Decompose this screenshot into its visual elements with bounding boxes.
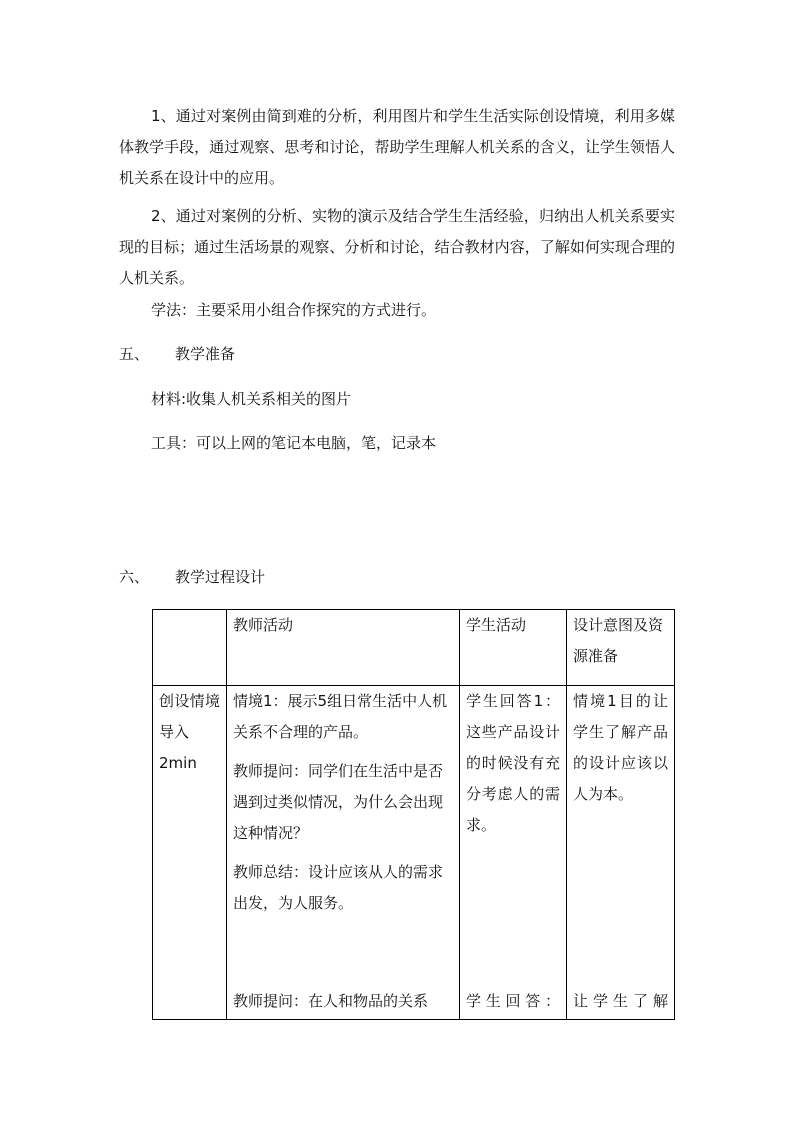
section-number: 六、 bbox=[119, 568, 150, 586]
header-student-activity: 学生活动 bbox=[460, 610, 567, 686]
teaching-process-table bbox=[152, 609, 675, 1020]
phase-name: 创设情境导入 bbox=[159, 692, 220, 741]
header-phase bbox=[153, 610, 227, 686]
header-design-intent: 设计意图及资源准备 bbox=[567, 610, 675, 686]
student-answer: 学生回答1：这些产品设计的时候没有充分考虑人的需求。 bbox=[466, 692, 560, 834]
phase-time: 2min bbox=[159, 754, 197, 772]
study-method: 学法：主要采用小组合作探究的方式进行。 bbox=[151, 301, 437, 319]
phase-cell bbox=[153, 686, 227, 1020]
student-answer: 学生回答： bbox=[466, 992, 560, 1010]
table-row bbox=[153, 686, 675, 1020]
section-heading-5 bbox=[119, 344, 419, 364]
teacher-step: 情境1：展示5组日常生活中人机关系不合理的产品。 bbox=[233, 692, 448, 741]
tools-line: 工具：可以上网的笔记本电脑，笔，记录本 bbox=[151, 434, 437, 452]
teacher-activity-cell bbox=[227, 686, 460, 1020]
section-title: 教学准备 bbox=[175, 345, 236, 363]
objective-paragraph-1: 1、通过对案例由简到难的分析，利用图片和学生生活实际创设情境，利用多媒体教学手段，通过观察、思考和讨论，帮助学生理解人机关系的含义，让学生领悟人机关系在设计中的应用。 bbox=[119, 107, 675, 187]
materials-line: 材料:收集人机关系相关的图片 bbox=[151, 390, 352, 408]
objective-paragraph-2: 2、通过对案例的分析、实物的演示及结合学生生活经验，归纳出人机关系要实现的目标；通过生活场景的观察、分析和讨论，结合教材内容，了解如何实现合理的人机关系。 bbox=[119, 207, 675, 287]
section-heading-6 bbox=[119, 567, 419, 587]
design-intent-cell bbox=[567, 686, 675, 1020]
section-number: 五、 bbox=[119, 345, 150, 363]
design-intent: 情境1目的让学生了解产品的设计应该以人为本。 bbox=[573, 692, 668, 803]
teacher-step: 教师提问：在人和物品的关系 bbox=[233, 992, 429, 1010]
student-activity-cell bbox=[460, 686, 567, 1020]
table-header-row bbox=[153, 610, 675, 686]
design-intent: 让学生了解 bbox=[573, 992, 668, 1010]
section-title: 教学过程设计 bbox=[175, 568, 266, 586]
teacher-step: 教师总结：设计应该从人的需求出发，为人服务。 bbox=[233, 863, 444, 912]
header-teacher-activity: 教师活动 bbox=[227, 610, 460, 686]
teacher-step: 教师提问：同学们在生活中是否遇到过类似情况，为什么会出现这种情况？ bbox=[233, 762, 444, 842]
